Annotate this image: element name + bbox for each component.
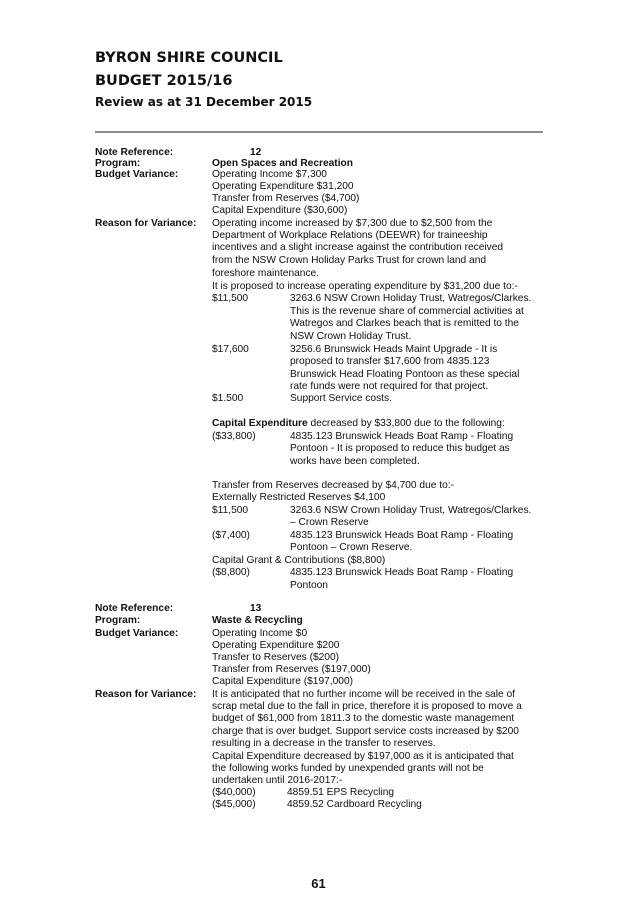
line-item-amount: $11,500 <box>212 293 249 304</box>
program-name: Waste & Recycling <box>212 615 303 626</box>
line-item-amount: $11,500 <box>212 505 249 516</box>
line-item-text: NSW Crown Holiday Trust. <box>290 331 412 342</box>
reason-line: from the NSW Crown Holiday Parks Trust for crown land and <box>212 255 487 266</box>
label-program: Program: <box>95 615 141 626</box>
variance-line: Operating Expenditure $200 <box>212 640 340 651</box>
line-item-text: works have been completed. <box>290 456 420 467</box>
reason-line: resulting in a decrease in the transfer to reserves. <box>212 738 436 749</box>
reason-line: budget of $61,000 from 1811.3 to the domestic waste management <box>212 713 515 724</box>
label-reason-for-variance: Reason for Variance: <box>95 218 197 229</box>
label-budget-variance: Budget Variance: <box>95 628 179 639</box>
line-item-amount: ($33,800) <box>212 431 256 442</box>
line-item-amount: $1.500 <box>212 393 244 404</box>
capex-summary <box>212 418 505 429</box>
variance-line: Operating Income $0 <box>212 628 308 639</box>
line-item-text: 3263.6 NSW Crown Holiday Trust, Watregos/Clarkes. <box>290 293 532 304</box>
variance-line: Capital Expenditure ($197,000) <box>212 676 354 687</box>
line-item-text: 4835.123 Brunswick Heads Boat Ramp - Floating <box>290 567 514 578</box>
reason-line: Capital Expenditure decreased by $197,000 as it is anticipated that <box>212 751 514 762</box>
transfer-intro: Transfer from Reserves decreased by $4,700 due to:- <box>212 480 454 491</box>
line-item-text: Pontoon <box>290 580 328 591</box>
variance-line: Capital Expenditure ($30,600) <box>212 205 348 216</box>
line-item-text: Support Service costs. <box>290 393 392 404</box>
label-program: Program: <box>95 158 141 169</box>
line-item-text: Pontoon – Crown Reserve. <box>290 542 413 553</box>
variance-line: Transfer from Reserves ($197,000) <box>212 664 371 675</box>
council-title: BYRON SHIRE COUNCIL <box>95 50 283 66</box>
variance-line: Transfer to Reserves ($200) <box>212 652 340 663</box>
budget-title: BUDGET 2015/16 <box>95 73 233 89</box>
reason-line: scrap metal due to the fall in price, therefore it is proposed to move a <box>212 701 522 712</box>
line-item-amount: ($45,000) <box>212 799 256 810</box>
line-item-amount: ($7,400) <box>212 530 250 541</box>
variance-line: Transfer from Reserves ($4,700) <box>212 193 360 204</box>
line-item-text: – Crown Reserve <box>290 517 369 528</box>
program-name: Open Spaces and Recreation <box>212 158 353 169</box>
line-item-text: 4835.123 Brunswick Heads Boat Ramp - Floating <box>290 431 514 442</box>
capital-grant: Capital Grant & Contributions ($8,800) <box>212 555 386 566</box>
label-note-reference: Note Reference: <box>95 147 174 158</box>
reason-line: It is proposed to increase operating expenditure by $31,200 due to:- <box>212 281 518 292</box>
reason-line: incentives and a slight increase against the contribution received <box>212 242 504 253</box>
reason-line: the following works funded by unexpended grants will not be <box>212 763 484 774</box>
line-item-text: Brunswick Head Floating Pontoon as these special <box>290 369 520 380</box>
line-item-text: 4859.51 EPS Recycling <box>287 787 395 798</box>
line-item-amount: ($8,800) <box>212 567 250 578</box>
reason-line: Department of Workplace Relations (DEEWR) for traineeship <box>212 230 488 241</box>
header-divider <box>95 131 543 133</box>
page-number: 61 <box>311 876 326 891</box>
reason-line: foreshore maintenance. <box>212 268 320 279</box>
label-budget-variance: Budget Variance: <box>95 169 179 180</box>
note-number: 13 <box>250 603 262 614</box>
line-item-amount: ($40,000) <box>212 787 256 798</box>
variance-line: Operating Expenditure $31,200 <box>212 181 354 192</box>
reason-line: It is anticipated that no further income will be received in the sale of <box>212 689 515 700</box>
line-item-text: proposed to transfer $17,600 from 4835.123 <box>290 356 490 367</box>
line-item-text: Pontoon - It is proposed to reduce this budget as <box>290 443 510 454</box>
capex-summary-text: decreased by $33,800 due to the following: <box>307 418 505 429</box>
line-item-text: 4859.52 Cardboard Recycling <box>287 799 422 810</box>
label-note-reference: Note Reference: <box>95 603 174 614</box>
variance-line: Operating Income $7,300 <box>212 169 327 180</box>
line-item-text: rate funds were not required for that project. <box>290 381 489 392</box>
label-reason-for-variance: Reason for Variance: <box>95 689 197 700</box>
line-item-text: 4835.123 Brunswick Heads Boat Ramp - Floating <box>290 530 514 541</box>
line-item-text: This is the revenue share of commercial activities at <box>290 306 524 317</box>
line-item-text: 3256.6 Brunswick Heads Maint Upgrade - It is <box>290 344 498 355</box>
reason-line: Operating income increased by $7,300 due to $2,500 from the <box>212 218 493 229</box>
line-item-text: Watregos and Clarkes beach that is remitted to the <box>290 318 519 329</box>
line-item-text: 3263.6 NSW Crown Holiday Trust, Watregos/Clarkes. <box>290 505 532 516</box>
capex-heading: Capital Expenditure <box>212 418 308 429</box>
reason-line: charge that is over budget. Support service costs increased by $200 <box>212 726 519 737</box>
reason-line: undertaken until 2016-2017:- <box>212 775 343 786</box>
note-number: 12 <box>250 147 262 158</box>
review-subtitle: Review as at 31 December 2015 <box>95 95 313 109</box>
externally-restricted: Externally Restricted Reserves $4,100 <box>212 492 386 503</box>
line-item-amount: $17,600 <box>212 344 249 355</box>
